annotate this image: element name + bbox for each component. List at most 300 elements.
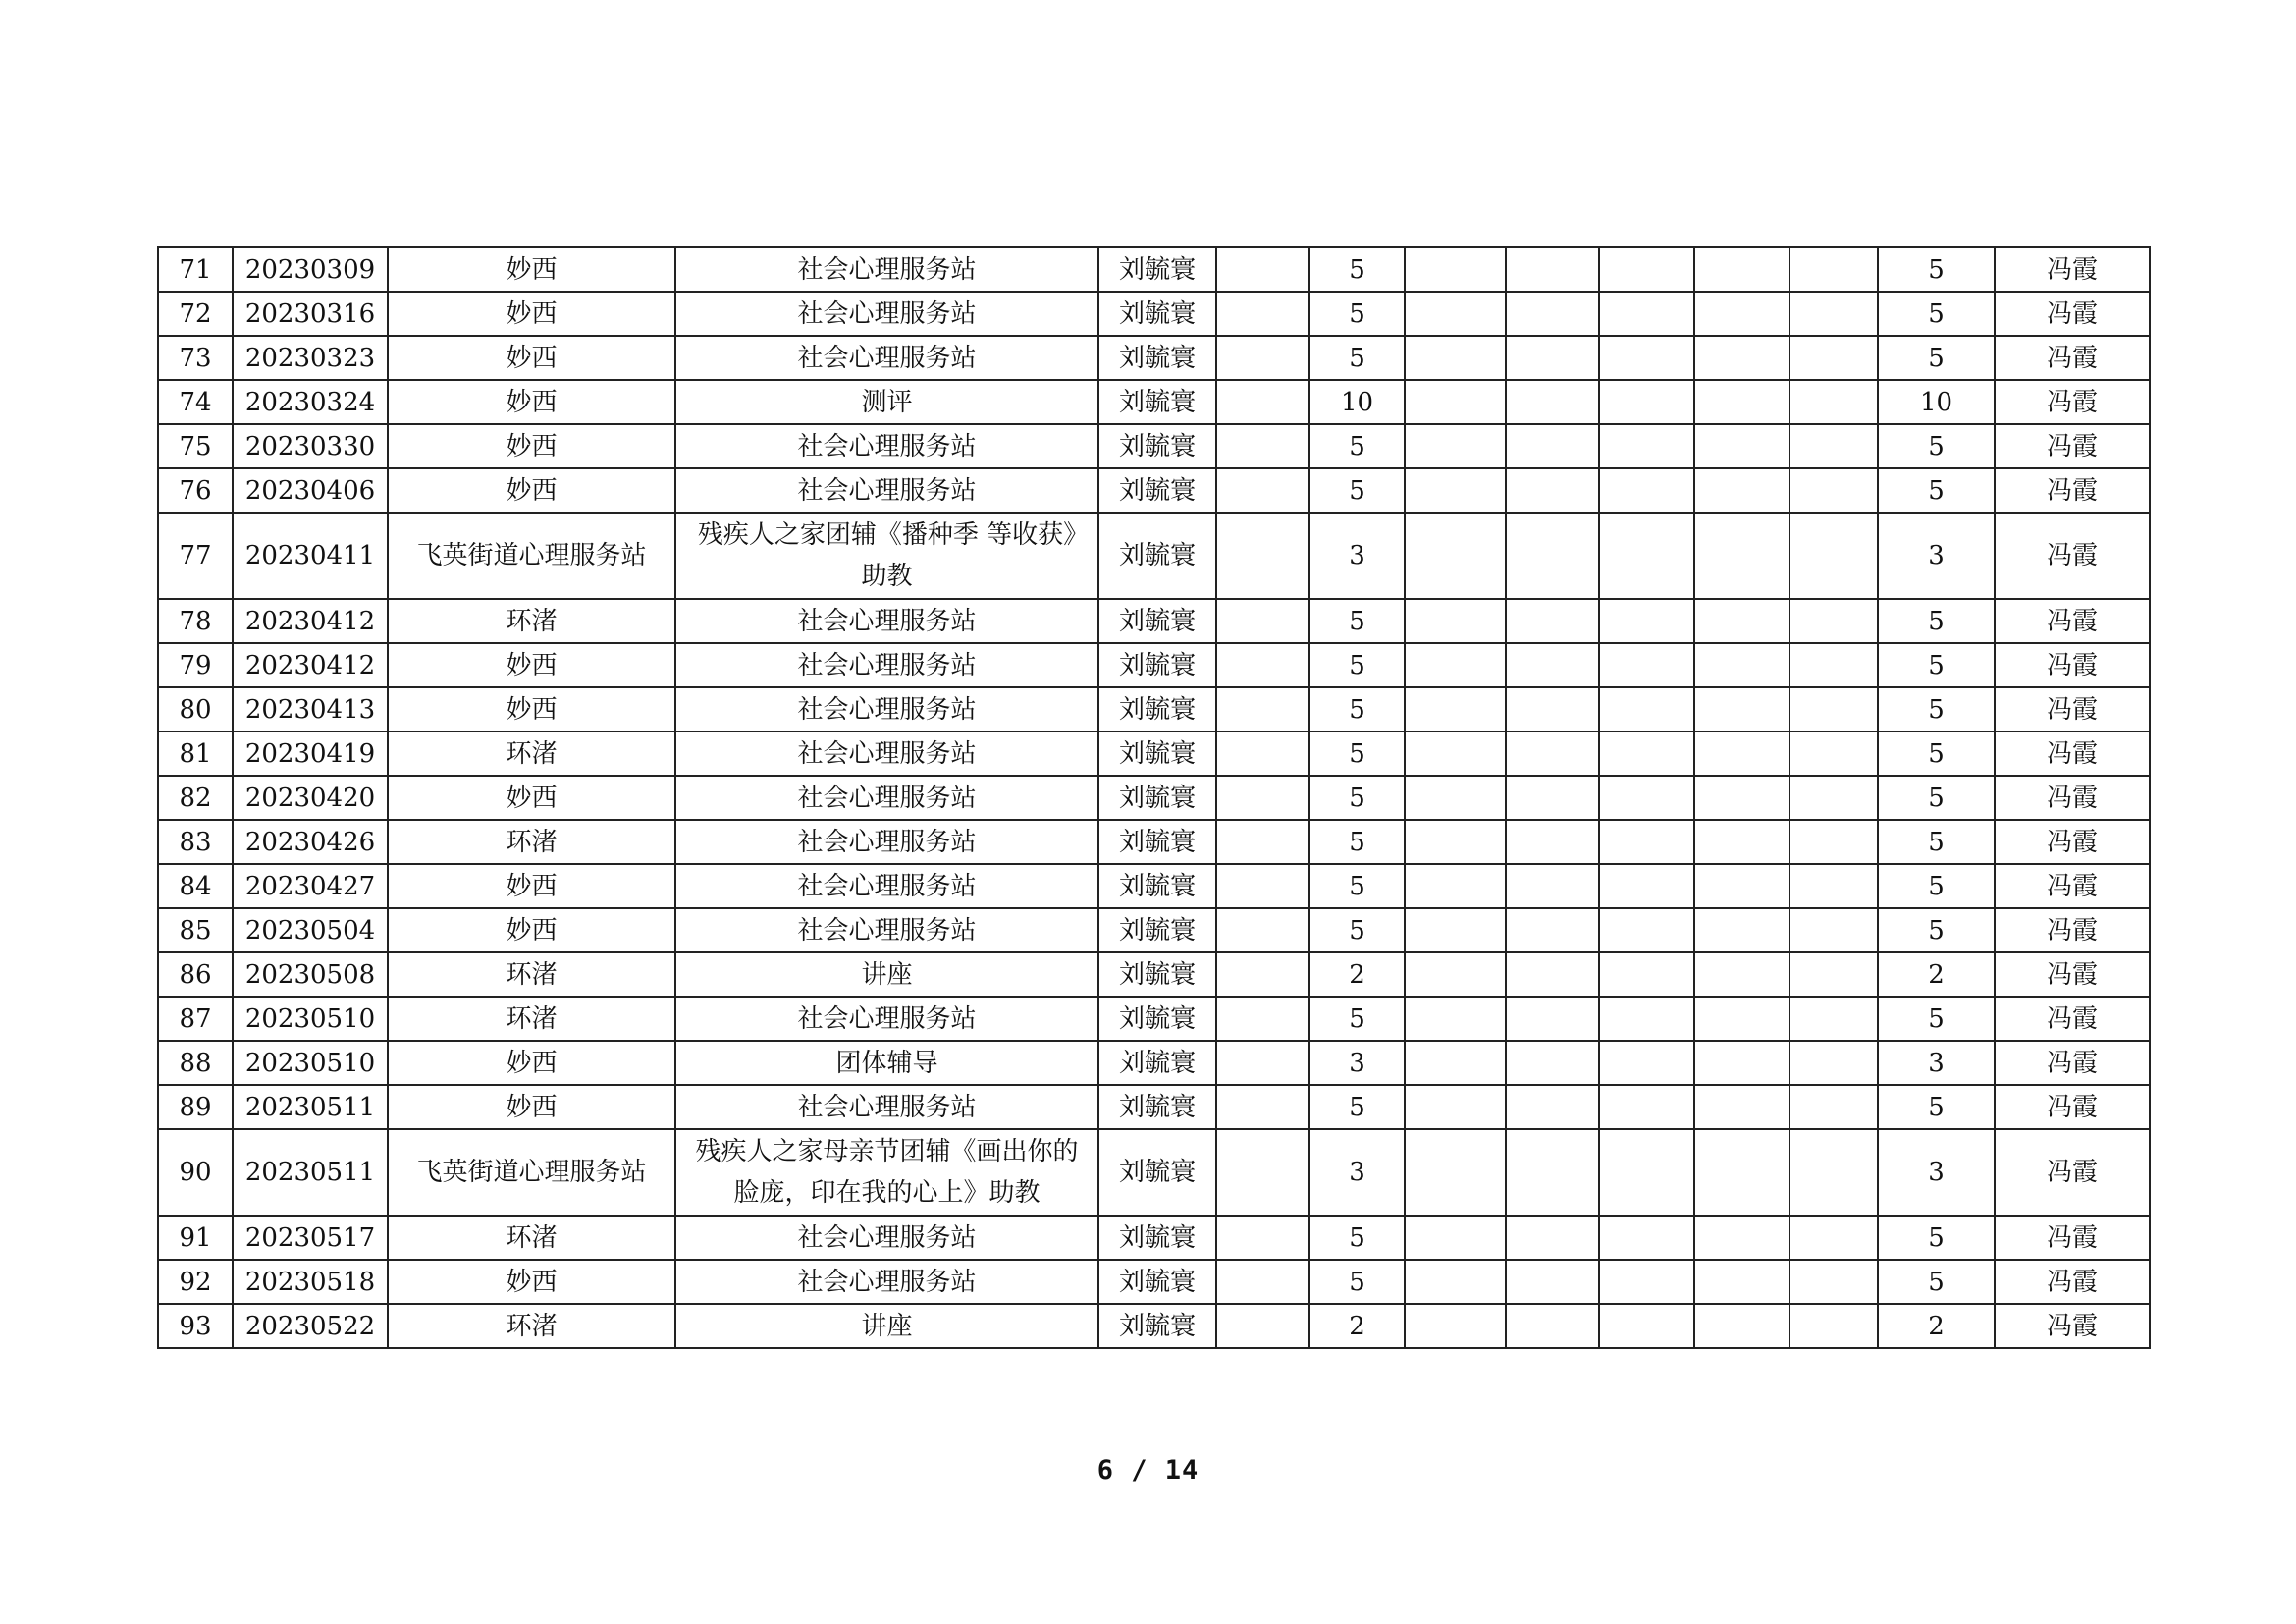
cell-column-11 <box>1694 247 1789 292</box>
cell-column-6 <box>1216 908 1309 952</box>
cell-column-8 <box>1405 599 1506 643</box>
cell-column-6 <box>1216 952 1309 997</box>
cell-row-number: 92 <box>158 1260 233 1304</box>
cell-hours: 5 <box>1309 1216 1405 1260</box>
cell-column-12 <box>1789 380 1878 424</box>
cell-row-number: 78 <box>158 599 233 643</box>
cell-column-6 <box>1216 513 1309 599</box>
cell-column-12 <box>1789 1129 1878 1216</box>
cell-column-9 <box>1506 1041 1599 1085</box>
cell-reviewer: 冯霞 <box>1995 424 2150 468</box>
cell-column-8 <box>1405 643 1506 687</box>
cell-total-hours: 5 <box>1878 997 1995 1041</box>
cell-location: 环渚 <box>388 997 675 1041</box>
cell-column-11 <box>1694 336 1789 380</box>
cell-content: 残疾人之家团辅《播种季 等收获》助教 <box>675 513 1098 599</box>
cell-total-hours: 3 <box>1878 513 1995 599</box>
cell-hours: 3 <box>1309 1041 1405 1085</box>
cell-column-12 <box>1789 424 1878 468</box>
cell-column-11 <box>1694 380 1789 424</box>
cell-date: 20230420 <box>233 776 388 820</box>
cell-total-hours: 5 <box>1878 1260 1995 1304</box>
cell-content: 社会心理服务站 <box>675 336 1098 380</box>
cell-total-hours: 2 <box>1878 952 1995 997</box>
cell-date: 20230508 <box>233 952 388 997</box>
table-row <box>158 424 2150 468</box>
cell-location: 环渚 <box>388 1216 675 1260</box>
cell-column-9 <box>1506 908 1599 952</box>
cell-reviewer: 冯霞 <box>1995 380 2150 424</box>
cell-column-9 <box>1506 1085 1599 1129</box>
cell-date: 20230419 <box>233 731 388 776</box>
cell-date: 20230309 <box>233 247 388 292</box>
cell-column-6 <box>1216 1085 1309 1129</box>
cell-column-10 <box>1599 731 1694 776</box>
cell-location: 妙西 <box>388 380 675 424</box>
cell-total-hours: 5 <box>1878 776 1995 820</box>
cell-hours: 5 <box>1309 336 1405 380</box>
cell-column-9 <box>1506 599 1599 643</box>
cell-date: 20230504 <box>233 908 388 952</box>
cell-column-6 <box>1216 468 1309 513</box>
cell-hours: 2 <box>1309 1304 1405 1348</box>
cell-person-name: 刘毓寰 <box>1098 687 1216 731</box>
cell-reviewer: 冯霞 <box>1995 336 2150 380</box>
cell-row-number: 84 <box>158 864 233 908</box>
cell-location: 妙西 <box>388 776 675 820</box>
cell-column-8 <box>1405 908 1506 952</box>
table-row <box>158 1304 2150 1348</box>
cell-reviewer: 冯霞 <box>1995 1041 2150 1085</box>
cell-column-8 <box>1405 380 1506 424</box>
cell-column-8 <box>1405 1129 1506 1216</box>
cell-column-9 <box>1506 336 1599 380</box>
cell-reviewer: 冯霞 <box>1995 292 2150 336</box>
cell-person-name: 刘毓寰 <box>1098 864 1216 908</box>
cell-total-hours: 5 <box>1878 731 1995 776</box>
page-number: 6 / 14 <box>1096 1455 1200 1486</box>
cell-content: 社会心理服务站 <box>675 1085 1098 1129</box>
cell-reviewer: 冯霞 <box>1995 1129 2150 1216</box>
cell-column-12 <box>1789 731 1878 776</box>
cell-hours: 5 <box>1309 292 1405 336</box>
cell-column-8 <box>1405 864 1506 908</box>
cell-location: 飞英街道心理服务站 <box>388 513 675 599</box>
cell-column-12 <box>1789 1260 1878 1304</box>
cell-hours: 5 <box>1309 424 1405 468</box>
cell-person-name: 刘毓寰 <box>1098 776 1216 820</box>
cell-location: 飞英街道心理服务站 <box>388 1129 675 1216</box>
cell-location: 妙西 <box>388 1041 675 1085</box>
cell-column-6 <box>1216 380 1309 424</box>
cell-content: 社会心理服务站 <box>675 468 1098 513</box>
cell-row-number: 75 <box>158 424 233 468</box>
cell-reviewer: 冯霞 <box>1995 776 2150 820</box>
cell-column-9 <box>1506 687 1599 731</box>
cell-hours: 5 <box>1309 1260 1405 1304</box>
cell-column-6 <box>1216 1216 1309 1260</box>
cell-row-number: 80 <box>158 687 233 731</box>
cell-column-10 <box>1599 1304 1694 1348</box>
cell-date: 20230427 <box>233 864 388 908</box>
cell-column-12 <box>1789 468 1878 513</box>
cell-hours: 5 <box>1309 864 1405 908</box>
cell-column-8 <box>1405 820 1506 864</box>
cell-column-10 <box>1599 908 1694 952</box>
cell-column-6 <box>1216 1260 1309 1304</box>
table-body <box>158 247 2150 1348</box>
cell-location: 妙西 <box>388 1260 675 1304</box>
table-row <box>158 1216 2150 1260</box>
cell-column-6 <box>1216 336 1309 380</box>
cell-person-name: 刘毓寰 <box>1098 952 1216 997</box>
cell-column-8 <box>1405 292 1506 336</box>
cell-row-number: 83 <box>158 820 233 864</box>
cell-reviewer: 冯霞 <box>1995 908 2150 952</box>
cell-column-10 <box>1599 1085 1694 1129</box>
cell-reviewer: 冯霞 <box>1995 687 2150 731</box>
cell-column-10 <box>1599 599 1694 643</box>
cell-location: 环渚 <box>388 599 675 643</box>
cell-column-9 <box>1506 247 1599 292</box>
cell-content: 社会心理服务站 <box>675 292 1098 336</box>
cell-person-name: 刘毓寰 <box>1098 643 1216 687</box>
table-row <box>158 468 2150 513</box>
cell-column-11 <box>1694 776 1789 820</box>
cell-person-name: 刘毓寰 <box>1098 380 1216 424</box>
cell-total-hours: 5 <box>1878 643 1995 687</box>
cell-column-9 <box>1506 731 1599 776</box>
cell-column-8 <box>1405 997 1506 1041</box>
cell-content: 社会心理服务站 <box>675 776 1098 820</box>
cell-reviewer: 冯霞 <box>1995 997 2150 1041</box>
cell-column-9 <box>1506 997 1599 1041</box>
cell-reviewer: 冯霞 <box>1995 643 2150 687</box>
cell-column-10 <box>1599 468 1694 513</box>
cell-person-name: 刘毓寰 <box>1098 1085 1216 1129</box>
cell-content: 测评 <box>675 380 1098 424</box>
cell-date: 20230406 <box>233 468 388 513</box>
table-row <box>158 599 2150 643</box>
cell-column-6 <box>1216 1041 1309 1085</box>
cell-date: 20230517 <box>233 1216 388 1260</box>
cell-person-name: 刘毓寰 <box>1098 424 1216 468</box>
cell-date: 20230330 <box>233 424 388 468</box>
cell-column-9 <box>1506 1216 1599 1260</box>
cell-column-12 <box>1789 864 1878 908</box>
cell-content: 社会心理服务站 <box>675 820 1098 864</box>
cell-person-name: 刘毓寰 <box>1098 997 1216 1041</box>
cell-date: 20230426 <box>233 820 388 864</box>
cell-content: 社会心理服务站 <box>675 1216 1098 1260</box>
cell-person-name: 刘毓寰 <box>1098 908 1216 952</box>
cell-column-11 <box>1694 731 1789 776</box>
cell-row-number: 73 <box>158 336 233 380</box>
cell-content: 社会心理服务站 <box>675 247 1098 292</box>
cell-person-name: 刘毓寰 <box>1098 336 1216 380</box>
table-row <box>158 731 2150 776</box>
cell-reviewer: 冯霞 <box>1995 864 2150 908</box>
cell-person-name: 刘毓寰 <box>1098 1216 1216 1260</box>
cell-date: 20230323 <box>233 336 388 380</box>
cell-hours: 5 <box>1309 776 1405 820</box>
cell-column-10 <box>1599 643 1694 687</box>
cell-content: 社会心理服务站 <box>675 864 1098 908</box>
cell-column-11 <box>1694 1129 1789 1216</box>
cell-reviewer: 冯霞 <box>1995 1260 2150 1304</box>
cell-column-9 <box>1506 513 1599 599</box>
cell-column-12 <box>1789 908 1878 952</box>
cell-location: 妙西 <box>388 687 675 731</box>
cell-date: 20230522 <box>233 1304 388 1348</box>
cell-column-10 <box>1599 247 1694 292</box>
cell-total-hours: 5 <box>1878 1085 1995 1129</box>
cell-content: 讲座 <box>675 1304 1098 1348</box>
cell-column-12 <box>1789 997 1878 1041</box>
cell-total-hours: 5 <box>1878 468 1995 513</box>
cell-person-name: 刘毓寰 <box>1098 1304 1216 1348</box>
cell-column-9 <box>1506 380 1599 424</box>
cell-location: 妙西 <box>388 643 675 687</box>
cell-total-hours: 5 <box>1878 247 1995 292</box>
cell-column-8 <box>1405 1216 1506 1260</box>
cell-column-11 <box>1694 599 1789 643</box>
cell-hours: 10 <box>1309 380 1405 424</box>
cell-column-10 <box>1599 1216 1694 1260</box>
cell-column-9 <box>1506 643 1599 687</box>
cell-column-12 <box>1789 687 1878 731</box>
cell-reviewer: 冯霞 <box>1995 599 2150 643</box>
table-row <box>158 952 2150 997</box>
cell-column-10 <box>1599 687 1694 731</box>
cell-column-9 <box>1506 468 1599 513</box>
cell-column-12 <box>1789 643 1878 687</box>
cell-date: 20230413 <box>233 687 388 731</box>
cell-row-number: 74 <box>158 380 233 424</box>
cell-column-11 <box>1694 292 1789 336</box>
cell-column-11 <box>1694 908 1789 952</box>
cell-column-8 <box>1405 1304 1506 1348</box>
cell-column-12 <box>1789 336 1878 380</box>
cell-column-10 <box>1599 952 1694 997</box>
cell-column-9 <box>1506 820 1599 864</box>
cell-column-9 <box>1506 424 1599 468</box>
cell-column-11 <box>1694 1260 1789 1304</box>
table-row <box>158 1041 2150 1085</box>
cell-column-9 <box>1506 1304 1599 1348</box>
cell-column-12 <box>1789 952 1878 997</box>
cell-column-9 <box>1506 864 1599 908</box>
cell-location: 妙西 <box>388 336 675 380</box>
cell-column-11 <box>1694 820 1789 864</box>
cell-location: 妙西 <box>388 292 675 336</box>
cell-content: 社会心理服务站 <box>675 997 1098 1041</box>
cell-column-11 <box>1694 643 1789 687</box>
cell-column-11 <box>1694 952 1789 997</box>
cell-column-8 <box>1405 1041 1506 1085</box>
cell-reviewer: 冯霞 <box>1995 1304 2150 1348</box>
cell-person-name: 刘毓寰 <box>1098 599 1216 643</box>
cell-column-8 <box>1405 687 1506 731</box>
cell-location: 妙西 <box>388 908 675 952</box>
table-row <box>158 1129 2150 1216</box>
cell-column-10 <box>1599 424 1694 468</box>
cell-column-9 <box>1506 776 1599 820</box>
cell-reviewer: 冯霞 <box>1995 247 2150 292</box>
cell-column-8 <box>1405 247 1506 292</box>
cell-total-hours: 2 <box>1878 1304 1995 1348</box>
cell-content: 社会心理服务站 <box>675 731 1098 776</box>
cell-column-12 <box>1789 1304 1878 1348</box>
cell-column-8 <box>1405 468 1506 513</box>
cell-hours: 5 <box>1309 997 1405 1041</box>
cell-reviewer: 冯霞 <box>1995 513 2150 599</box>
cell-date: 20230510 <box>233 997 388 1041</box>
cell-hours: 3 <box>1309 1129 1405 1216</box>
cell-column-10 <box>1599 864 1694 908</box>
cell-row-number: 93 <box>158 1304 233 1348</box>
cell-column-8 <box>1405 513 1506 599</box>
table-row <box>158 292 2150 336</box>
cell-column-11 <box>1694 468 1789 513</box>
cell-total-hours: 3 <box>1878 1041 1995 1085</box>
cell-person-name: 刘毓寰 <box>1098 468 1216 513</box>
service-record-table <box>157 246 2151 1349</box>
cell-column-8 <box>1405 336 1506 380</box>
cell-total-hours: 5 <box>1878 687 1995 731</box>
cell-column-12 <box>1789 292 1878 336</box>
cell-content: 团体辅导 <box>675 1041 1098 1085</box>
cell-column-8 <box>1405 731 1506 776</box>
cell-total-hours: 5 <box>1878 820 1995 864</box>
cell-column-11 <box>1694 513 1789 599</box>
cell-total-hours: 3 <box>1878 1129 1995 1216</box>
cell-column-10 <box>1599 776 1694 820</box>
cell-column-10 <box>1599 820 1694 864</box>
cell-row-number: 89 <box>158 1085 233 1129</box>
cell-column-6 <box>1216 1304 1309 1348</box>
cell-row-number: 90 <box>158 1129 233 1216</box>
table-row <box>158 864 2150 908</box>
cell-location: 环渚 <box>388 952 675 997</box>
cell-column-8 <box>1405 776 1506 820</box>
cell-row-number: 81 <box>158 731 233 776</box>
cell-column-6 <box>1216 776 1309 820</box>
table-row <box>158 336 2150 380</box>
cell-location: 环渚 <box>388 1304 675 1348</box>
cell-content: 社会心理服务站 <box>675 908 1098 952</box>
cell-column-6 <box>1216 820 1309 864</box>
cell-date: 20230511 <box>233 1129 388 1216</box>
cell-person-name: 刘毓寰 <box>1098 1129 1216 1216</box>
table-row <box>158 776 2150 820</box>
cell-location: 妙西 <box>388 864 675 908</box>
cell-row-number: 88 <box>158 1041 233 1085</box>
table-row <box>158 687 2150 731</box>
table-row <box>158 820 2150 864</box>
cell-hours: 5 <box>1309 731 1405 776</box>
cell-column-6 <box>1216 599 1309 643</box>
table-row <box>158 643 2150 687</box>
cell-column-9 <box>1506 952 1599 997</box>
cell-content: 社会心理服务站 <box>675 643 1098 687</box>
cell-person-name: 刘毓寰 <box>1098 731 1216 776</box>
cell-row-number: 87 <box>158 997 233 1041</box>
cell-reviewer: 冯霞 <box>1995 1216 2150 1260</box>
cell-hours: 5 <box>1309 1085 1405 1129</box>
cell-location: 环渚 <box>388 820 675 864</box>
cell-date: 20230316 <box>233 292 388 336</box>
cell-column-12 <box>1789 247 1878 292</box>
cell-column-12 <box>1789 599 1878 643</box>
cell-hours: 5 <box>1309 247 1405 292</box>
cell-person-name: 刘毓寰 <box>1098 1260 1216 1304</box>
table-row <box>158 1085 2150 1129</box>
cell-hours: 5 <box>1309 687 1405 731</box>
table-row <box>158 1260 2150 1304</box>
cell-hours: 5 <box>1309 599 1405 643</box>
table-row <box>158 380 2150 424</box>
cell-column-11 <box>1694 1216 1789 1260</box>
cell-total-hours: 5 <box>1878 908 1995 952</box>
cell-column-6 <box>1216 643 1309 687</box>
cell-row-number: 82 <box>158 776 233 820</box>
cell-hours: 5 <box>1309 820 1405 864</box>
cell-column-12 <box>1789 1041 1878 1085</box>
cell-column-12 <box>1789 820 1878 864</box>
cell-location: 妙西 <box>388 468 675 513</box>
cell-date: 20230324 <box>233 380 388 424</box>
cell-row-number: 72 <box>158 292 233 336</box>
cell-date: 20230412 <box>233 599 388 643</box>
cell-column-10 <box>1599 997 1694 1041</box>
cell-content: 社会心理服务站 <box>675 424 1098 468</box>
cell-column-6 <box>1216 247 1309 292</box>
cell-column-8 <box>1405 1260 1506 1304</box>
cell-column-10 <box>1599 1129 1694 1216</box>
cell-content: 社会心理服务站 <box>675 599 1098 643</box>
cell-row-number: 76 <box>158 468 233 513</box>
cell-location: 妙西 <box>388 247 675 292</box>
cell-column-12 <box>1789 1216 1878 1260</box>
cell-column-10 <box>1599 336 1694 380</box>
cell-column-9 <box>1506 292 1599 336</box>
cell-column-6 <box>1216 864 1309 908</box>
cell-row-number: 77 <box>158 513 233 599</box>
cell-column-12 <box>1789 776 1878 820</box>
cell-row-number: 79 <box>158 643 233 687</box>
cell-total-hours: 5 <box>1878 864 1995 908</box>
cell-total-hours: 5 <box>1878 292 1995 336</box>
cell-column-11 <box>1694 687 1789 731</box>
cell-person-name: 刘毓寰 <box>1098 513 1216 599</box>
cell-person-name: 刘毓寰 <box>1098 247 1216 292</box>
cell-reviewer: 冯霞 <box>1995 952 2150 997</box>
cell-reviewer: 冯霞 <box>1995 468 2150 513</box>
cell-hours: 5 <box>1309 468 1405 513</box>
cell-date: 20230411 <box>233 513 388 599</box>
cell-content: 残疾人之家母亲节团辅《画出你的脸庞，印在我的心上》助教 <box>675 1129 1098 1216</box>
cell-location: 妙西 <box>388 424 675 468</box>
cell-column-11 <box>1694 864 1789 908</box>
cell-column-10 <box>1599 292 1694 336</box>
cell-hours: 5 <box>1309 643 1405 687</box>
cell-column-11 <box>1694 1085 1789 1129</box>
cell-person-name: 刘毓寰 <box>1098 292 1216 336</box>
cell-content: 社会心理服务站 <box>675 687 1098 731</box>
cell-column-10 <box>1599 380 1694 424</box>
cell-column-11 <box>1694 424 1789 468</box>
